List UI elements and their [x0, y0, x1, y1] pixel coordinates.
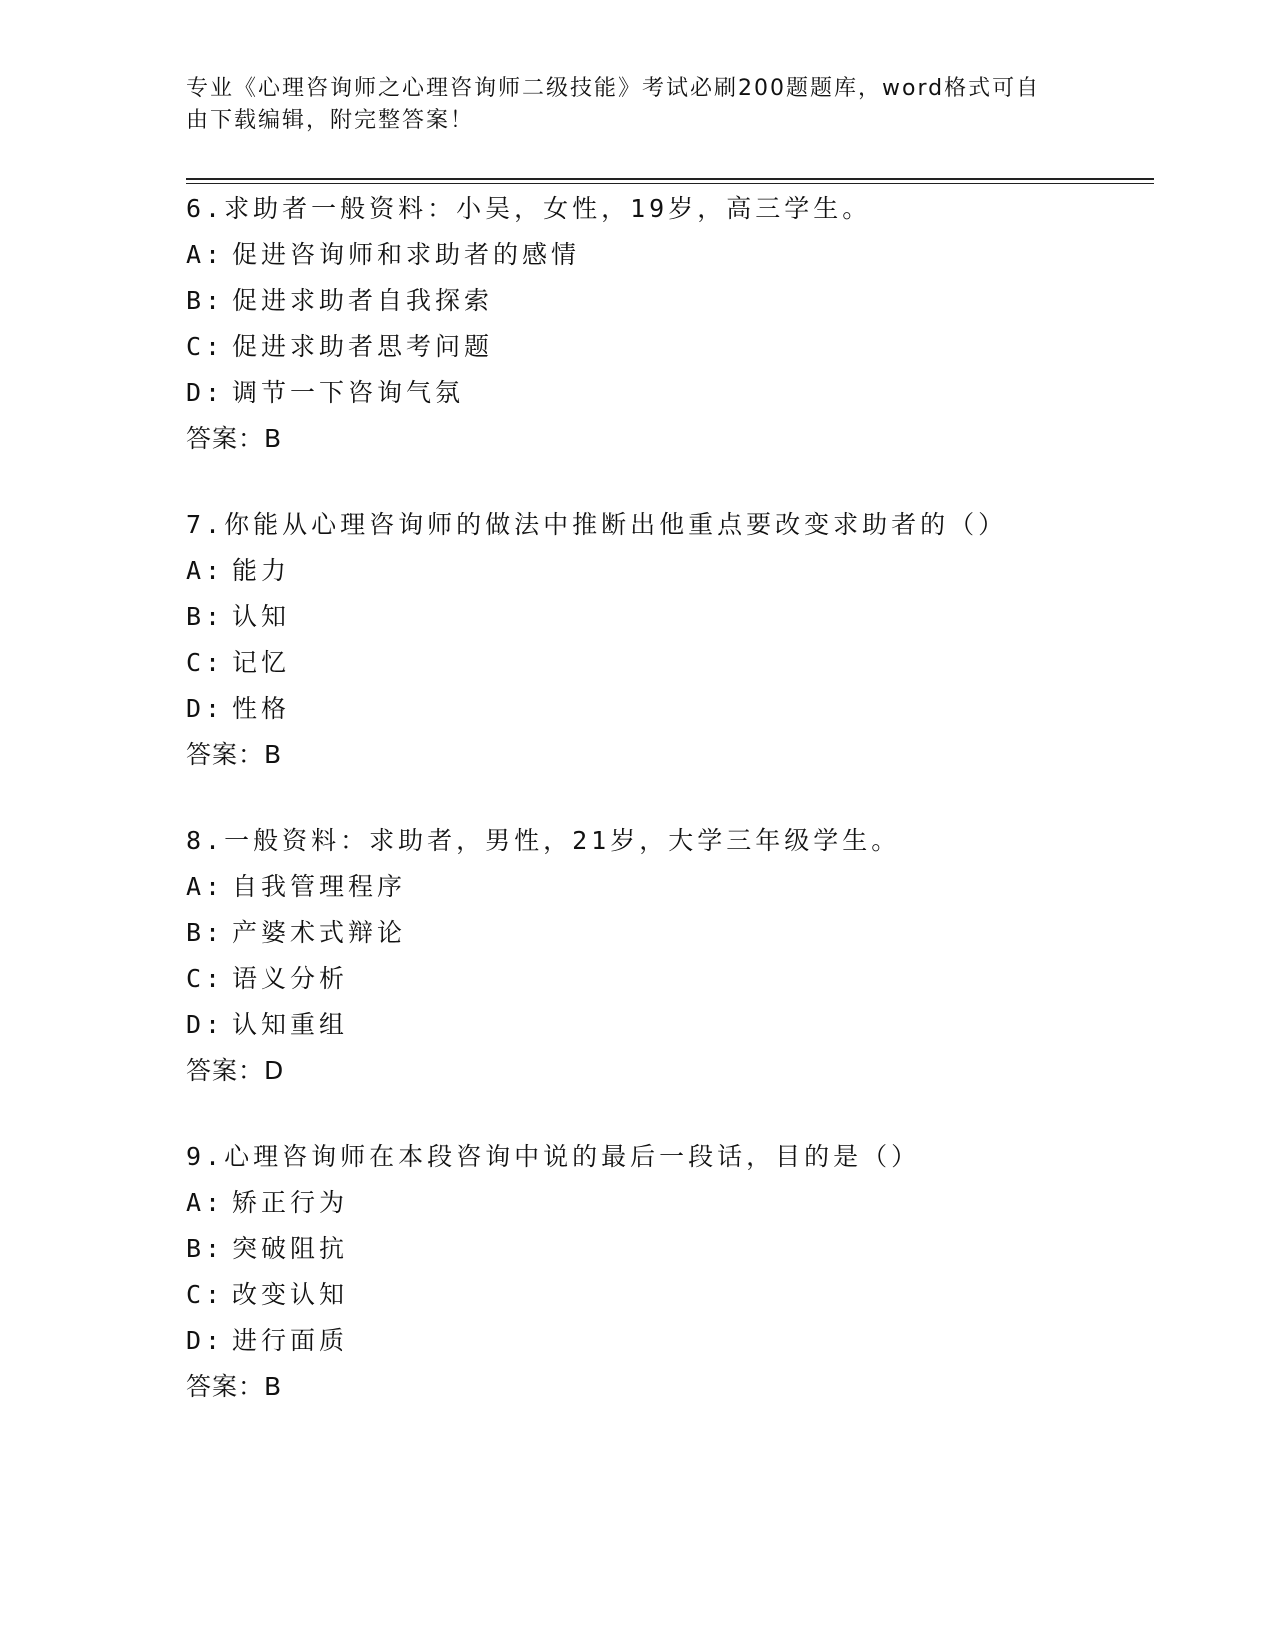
option-c — [186, 640, 1146, 686]
option-text: 突破阻抗 — [232, 1234, 349, 1263]
option-text: 促进咨询师和求助者的感情 — [232, 240, 581, 269]
option-label: C: — [186, 964, 225, 993]
option-text: 能力 — [232, 556, 291, 585]
question-text: 8.一般资料：求助者，男性，21岁，大学三年级学生。 — [186, 826, 901, 855]
answer-text: 答案：B — [186, 1372, 283, 1401]
option-a — [186, 548, 1146, 594]
question-block — [186, 186, 1146, 462]
option-label: C: — [186, 332, 225, 361]
option-label: A: — [186, 1188, 225, 1217]
option-text: 记忆 — [232, 648, 291, 677]
question-text: 9.心理咨询师在本段咨询中说的最后一段话，目的是（） — [186, 1142, 921, 1171]
option-label: D: — [186, 378, 225, 407]
option-a — [186, 232, 1146, 278]
option-label: A: — [186, 240, 225, 269]
option-text: 认知 — [232, 602, 291, 631]
option-c — [186, 956, 1146, 1002]
option-text: 调节一下咨询气氛 — [232, 378, 465, 407]
option-d — [186, 1318, 1146, 1364]
option-text: 改变认知 — [232, 1280, 349, 1309]
option-label: B: — [186, 602, 225, 631]
question-block — [186, 502, 1146, 778]
option-label: C: — [186, 1280, 225, 1309]
option-text: 认知重组 — [232, 1010, 349, 1039]
option-text: 产婆术式辩论 — [232, 918, 407, 947]
answer-text: 答案：B — [186, 740, 283, 769]
option-label: B: — [186, 286, 225, 315]
option-text: 促进求助者自我探索 — [232, 286, 494, 315]
option-c — [186, 1272, 1146, 1318]
answer-text: 答案：B — [186, 424, 283, 453]
option-text: 进行面质 — [232, 1326, 349, 1355]
header-line-2: 由下载编辑，附完整答案！ — [186, 108, 475, 133]
option-b — [186, 594, 1146, 640]
question-block — [186, 818, 1146, 1094]
header-rule-bottom — [186, 183, 1154, 184]
option-b — [186, 1226, 1146, 1272]
header-rule-top — [186, 178, 1154, 180]
option-b — [186, 278, 1146, 324]
option-d — [186, 370, 1146, 416]
option-label: B: — [186, 918, 225, 947]
option-c — [186, 324, 1146, 370]
option-text: 自我管理程序 — [232, 872, 407, 901]
option-label: D: — [186, 1010, 225, 1039]
header-line-1: 专业《心理咨询师之心理咨询师二级技能》考试必刷200题题库，word格式可自 — [186, 76, 1041, 101]
option-label: A: — [186, 872, 225, 901]
option-label: D: — [186, 1326, 225, 1355]
question-text: 6.求助者一般资料：小吴，女性，19岁，高三学生。 — [186, 194, 872, 223]
answer-text: 答案：D — [186, 1056, 285, 1085]
option-text: 性格 — [232, 694, 291, 723]
option-d — [186, 686, 1146, 732]
question-text: 7.你能从心理咨询师的做法中推断出他重点要改变求助者的（） — [186, 510, 1008, 539]
option-a — [186, 864, 1146, 910]
option-d — [186, 1002, 1146, 1048]
option-text: 语义分析 — [232, 964, 349, 993]
option-label: B: — [186, 1234, 225, 1263]
option-label: A: — [186, 556, 225, 585]
option-text: 矫正行为 — [232, 1188, 349, 1217]
option-b — [186, 910, 1146, 956]
document-header — [186, 73, 1066, 137]
question-block — [186, 1134, 1146, 1410]
option-a — [186, 1180, 1146, 1226]
option-label: C: — [186, 648, 225, 677]
option-text: 促进求助者思考问题 — [232, 332, 494, 361]
option-label: D: — [186, 694, 225, 723]
